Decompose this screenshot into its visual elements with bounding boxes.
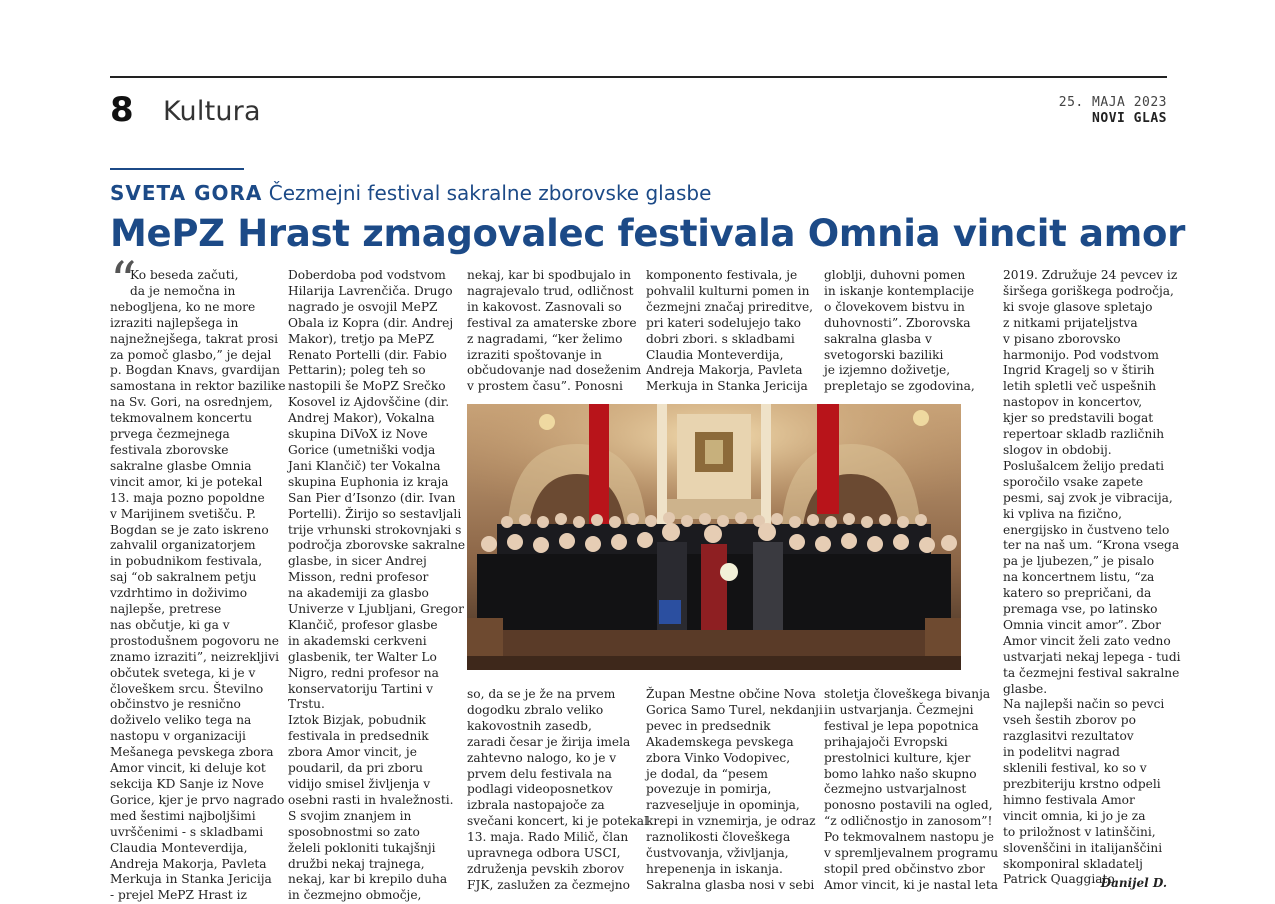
text-line: želeli pokloniti tukajšnji bbox=[288, 840, 436, 855]
text-line: zahtevno nalogo, ko je v bbox=[467, 750, 617, 765]
kicker-rule bbox=[110, 168, 244, 170]
text-line: pa je ljubezen,” je pisalo bbox=[1003, 554, 1155, 569]
text-line: vidijo smisel življenja v bbox=[288, 777, 431, 791]
text-line: in akademski cerkveni bbox=[288, 633, 427, 648]
text-line: Kosovel iz Ajdovščine (dir. bbox=[288, 395, 450, 410]
text-line: ki vpliva na fizično, bbox=[1003, 506, 1122, 521]
text-line: in podelitvi nagrad bbox=[1003, 745, 1120, 760]
text-line: saj “ob sakralnem petju bbox=[110, 570, 257, 585]
text-line: sklenili festival, ko so v bbox=[1003, 761, 1147, 776]
text-line: na koncertnem listu, “za bbox=[1003, 570, 1155, 585]
text-line: pesmi, saj zvok je vibracija, bbox=[1003, 490, 1173, 505]
kicker bbox=[110, 180, 711, 206]
text-line: znamo izraziti”, neizreklјivi bbox=[110, 649, 279, 664]
issue-date: 25. MAJA 2023 bbox=[1058, 95, 1167, 110]
text-line: skupina Euphonia iz kraja bbox=[288, 474, 449, 489]
text-line: in ustvarjanja. Čezmejni bbox=[824, 702, 974, 717]
text-line: sakralna glasba v bbox=[824, 331, 932, 346]
text-line: hrepenenja in iskanja. bbox=[646, 861, 783, 876]
text-line: sporočilo vsake zapete bbox=[1003, 474, 1144, 489]
text-line: povezuje in pomirja, bbox=[646, 782, 772, 797]
text-line: slovenščini in italijanščini bbox=[1003, 840, 1163, 855]
article-column-5-bottom bbox=[824, 687, 998, 894]
text-line: Merkuja in Stanka Jericija bbox=[646, 379, 808, 394]
text-line: festival za amaterske zbore bbox=[467, 315, 637, 330]
text-line: na Sv. Gori, na osrednjem, bbox=[110, 395, 273, 410]
text-line: svetogorski baziliki bbox=[824, 347, 944, 362]
text-line: med šestimi najboljšimi bbox=[110, 808, 256, 823]
kicker-place: SVETA GORA bbox=[110, 181, 263, 205]
text-line: in kakovost. Zasnovali so bbox=[467, 299, 622, 314]
text-line: Claudia Monteverdija, bbox=[110, 840, 248, 855]
text-line: je izjemno doživetje, bbox=[824, 363, 951, 378]
text-line: prvem delu festivala na bbox=[467, 766, 612, 781]
text-line: ustvarjati nekaj lepega - tudi bbox=[1003, 649, 1181, 664]
text-line: čustvovanja, vživljanja, bbox=[646, 846, 789, 861]
section-title: Kultura bbox=[163, 96, 261, 127]
text-line: da je nemočna in bbox=[130, 283, 236, 298]
text-line: nebogljena, ko ne more bbox=[110, 299, 256, 314]
text-line: samostana in rektor bazilike bbox=[110, 379, 286, 394]
text-line: harmonijo. Pod vodstvom bbox=[1003, 347, 1159, 362]
text-line: energijsko in čustveno telo bbox=[1003, 522, 1170, 537]
text-line: Merkuja in Stanka Jericija bbox=[110, 872, 272, 887]
text-line: kakovostnih zasedb, bbox=[467, 718, 592, 733]
text-line: za pomoč glasbo,” je dejal bbox=[110, 347, 272, 362]
text-line: vincit omnia, ki jo je za bbox=[1003, 808, 1146, 823]
text-line: skomponiral skladatelj bbox=[1003, 856, 1143, 871]
text-line: Na najlepši način so pevci bbox=[1003, 697, 1165, 712]
text-line: vincit amor, ki je potekal bbox=[110, 474, 263, 489]
text-line: Ko beseda začuti, bbox=[130, 268, 239, 282]
text-line: Gorice, kjer je prvo nagrado bbox=[110, 792, 285, 807]
text-line: globlji, duhovni pomen bbox=[824, 268, 966, 282]
text-line: Amor vincit, ki je nastal leta bbox=[824, 877, 998, 892]
text-line: prostodušnem pogovoru ne bbox=[110, 633, 279, 648]
text-line: z nitkami prijateljstva bbox=[1003, 315, 1138, 330]
text-line: Hilarija Lavrenčiča. Drugo bbox=[288, 283, 453, 298]
article-column-4-top bbox=[646, 268, 813, 395]
text-line: - prejel MePZ Hrast iz bbox=[110, 888, 247, 903]
text-line: Nigro, redni profesor na bbox=[288, 665, 439, 680]
text-line: v Marijinem svetišču. P. bbox=[110, 506, 256, 521]
text-line: doživelo veliko tega na bbox=[110, 713, 252, 728]
text-line: Andreja Makorja, Pavleta bbox=[646, 363, 803, 378]
text-line: Trstu. bbox=[288, 697, 325, 712]
text-line: je dodal, da “pesem bbox=[646, 766, 768, 781]
text-line: Claudia Monteverdija, bbox=[646, 347, 784, 362]
text-line: Misson, redni profesor bbox=[288, 570, 429, 585]
text-line: upravnega odbora USCI, bbox=[467, 846, 621, 861]
text-line: v spremljevalnem programu bbox=[824, 846, 999, 861]
article-column-3-bottom bbox=[467, 687, 648, 894]
text-line: to priložnost v latinščini, bbox=[1003, 824, 1156, 839]
text-line: najnežnejšega, takrat prosi bbox=[110, 331, 279, 346]
article-column-6 bbox=[1003, 268, 1181, 888]
text-line: FJK, zaslužen za čezmejno bbox=[467, 877, 630, 892]
article-column-5-top bbox=[824, 268, 975, 395]
text-line: zahvalil organizatorjem bbox=[110, 538, 256, 553]
text-line: prestolnici kulture, kjer bbox=[824, 750, 971, 765]
text-line: trije vrhunski strokovnjaki s bbox=[288, 522, 462, 537]
text-line: skupina DiVoX iz Nove bbox=[288, 427, 428, 442]
text-line: dobri zbori. s skladbami bbox=[646, 331, 795, 346]
text-line: katero so prepričani, da bbox=[1003, 586, 1152, 601]
text-line: v pisano zborovsko bbox=[1003, 331, 1121, 346]
text-line: ponosno postavili na ogled, bbox=[824, 798, 993, 813]
text-line: duhovnosti”. Zborovska bbox=[824, 315, 971, 330]
text-line: komponento festivala, je bbox=[646, 268, 798, 282]
byline: Danijel D. bbox=[1100, 876, 1167, 890]
text-line: repertoar skladb različnih bbox=[1003, 427, 1165, 442]
text-line: nagrajevalo trud, odličnost bbox=[467, 283, 634, 298]
newspaper-name: NOVI GLAS bbox=[1092, 111, 1167, 126]
text-line: osebni rasti in hvaležnosti. bbox=[288, 792, 454, 807]
text-line: zaradi česar je žirija imela bbox=[467, 734, 631, 749]
text-line: 13. maja. Rado Milič, član bbox=[467, 830, 629, 845]
text-line: tekmovalnem koncertu bbox=[110, 411, 253, 426]
text-line: sekcija KD Sanje iz Nove bbox=[110, 777, 264, 791]
text-line: in čezmejno območje, bbox=[288, 888, 422, 903]
text-line: premaga vse, po latinsko bbox=[1003, 602, 1158, 617]
text-line: izbrala nastopajoče za bbox=[467, 798, 605, 813]
article-column-1 bbox=[110, 268, 286, 904]
text-line: Portelli). Žirijo so sestavljali bbox=[288, 506, 462, 521]
text-line: kjer so predstavili bogat bbox=[1003, 411, 1154, 426]
choir-photo bbox=[467, 404, 961, 670]
text-line: nastopov in koncertov, bbox=[1003, 395, 1143, 410]
text-line: ter na naš um. “Krona vsega bbox=[1003, 538, 1180, 553]
text-line: sakralne glasbe Omnia bbox=[110, 458, 252, 473]
text-line: nekaj, kar bi spodbujalo in bbox=[467, 268, 631, 282]
text-line: občinstvo je resnično bbox=[110, 697, 241, 712]
opening-quote-mark: “ bbox=[110, 252, 137, 312]
article-column-3-top bbox=[467, 268, 641, 395]
text-line: glasbe. bbox=[1003, 681, 1048, 696]
text-line: festival je lepa popotnica bbox=[824, 718, 979, 733]
text-line: 2019. Združuje 24 pevcev iz bbox=[1003, 268, 1178, 282]
text-line: Bogdan se je zato iskreno bbox=[110, 522, 269, 537]
text-line: pri kateri sodelujejo tako bbox=[646, 315, 801, 330]
text-line: Univerze v Ljubljani, Gregor bbox=[288, 602, 464, 617]
text-line: nastopili še MoPZ Srečko bbox=[288, 379, 446, 394]
text-line: Klančič, profesor glasbe bbox=[288, 617, 438, 632]
text-line: p. Bogdan Knavs, gvardijan bbox=[110, 363, 280, 378]
text-line: Pettarin); poleg teh so bbox=[288, 363, 426, 378]
text-line: podlagi videoposnetkov bbox=[467, 782, 613, 797]
text-line: poudaril, da pri zboru bbox=[288, 761, 424, 776]
text-line: dogodku zbralo veliko bbox=[467, 702, 604, 717]
text-line: Jani Klančič) ter Vokalna bbox=[288, 458, 441, 473]
text-line: nastopu v organizaciji bbox=[110, 729, 246, 744]
text-line: bomo lahko našo skupno bbox=[824, 766, 977, 781]
text-line: prihajajoči Evropski bbox=[824, 734, 948, 749]
text-line: himno festivala Amor bbox=[1003, 792, 1135, 807]
text-line: festivala in predsednik bbox=[288, 729, 429, 744]
text-line: razglasitvi rezultatov bbox=[1003, 729, 1134, 744]
text-line: razveseljuje in opominja, bbox=[646, 798, 800, 813]
article-column-4-bottom bbox=[646, 687, 823, 894]
text-line: najlepše, pretrese bbox=[110, 602, 222, 617]
text-line: 13. maja pozno popoldne bbox=[110, 490, 265, 505]
text-line: z nagradami, “ker želimo bbox=[467, 331, 623, 346]
text-line: so, da se je že na prvem bbox=[467, 687, 616, 701]
text-line: čezmejni značaj prireditve, bbox=[646, 299, 814, 314]
article-column-2 bbox=[288, 268, 465, 904]
text-line: ki svoje glasove spletajo bbox=[1003, 299, 1153, 314]
headline: MePZ Hrast zmagovalec festivala Omnia vincit amor bbox=[110, 212, 1186, 255]
text-line: konservatoriju Tartini v bbox=[288, 681, 434, 696]
text-line: stoletja človeškega bivanja bbox=[824, 687, 991, 701]
text-line: glasbenik, ter Walter Lo bbox=[288, 649, 437, 664]
text-line: uvrščenimi - s skladbami bbox=[110, 824, 264, 839]
text-line: Mešanega pevskega zbora bbox=[110, 745, 274, 760]
page-number: 8 bbox=[110, 90, 134, 130]
text-line: Renato Portelli (dir. Fabio bbox=[288, 347, 447, 362]
header-rule bbox=[110, 76, 1167, 78]
text-line: na akademiji za glasbo bbox=[288, 586, 429, 601]
text-line: Gorica Samo Turel, nekdanji bbox=[646, 702, 823, 717]
text-line: čezmejno ustvarjalnost bbox=[824, 782, 967, 797]
text-line: letih spletli več uspešnih bbox=[1003, 379, 1157, 394]
text-line: družbi nekaj trajnega, bbox=[288, 856, 425, 871]
text-line: ta čezmejni festival sakralne bbox=[1003, 665, 1180, 680]
text-line: Doberdoba pod vodstvom bbox=[288, 268, 446, 282]
text-line: Iztok Bizjak, pobudnik bbox=[288, 713, 426, 728]
text-line: pevec in predsednik bbox=[646, 718, 771, 733]
text-line: Patrick Quaggiato. bbox=[1003, 872, 1119, 887]
text-line: San Pier d’Isonzo (dir. Ivan bbox=[288, 490, 456, 505]
text-line: Obala iz Kopra (dir. Andrej bbox=[288, 315, 454, 330]
text-line: izraziti najlepšega in bbox=[110, 315, 239, 330]
text-line: slogov in obdobij. bbox=[1003, 442, 1112, 457]
text-line: področja zborovske sakralne bbox=[288, 538, 466, 553]
text-line: raznolikosti človeškega bbox=[646, 830, 791, 845]
text-line: Poslušalcem želijo predati bbox=[1003, 458, 1165, 473]
text-line: sposobnostmi so zato bbox=[288, 824, 420, 839]
text-line: o človekovem bistvu in bbox=[824, 299, 965, 314]
text-line: združenja pevskih zborov bbox=[467, 861, 625, 876]
text-line: Ingrid Kragelj so v štirih bbox=[1003, 363, 1155, 378]
text-line: krepi in vznemirja, je odraz bbox=[646, 814, 816, 829]
text-line: prezbiteriju krstno odpeli bbox=[1003, 777, 1161, 791]
text-line: Amor vincit želi zato vedno bbox=[1003, 633, 1171, 648]
text-line: Makor), tretjo pa MePZ bbox=[288, 331, 434, 346]
text-line: vzdrhtimo in doživimo bbox=[110, 586, 248, 601]
text-line: Po tekmovalnem nastopu je bbox=[824, 830, 994, 845]
text-line: nekaj, kar bi krepilo duha bbox=[288, 872, 448, 887]
text-line: svečani koncert, ki je potekal bbox=[467, 814, 648, 829]
text-line: občutek svetega, ki je v bbox=[110, 665, 256, 680]
text-line: vseh šestih zborov po bbox=[1003, 713, 1136, 728]
kicker-topic: Čezmejni festival sakralne zborovske glasbe bbox=[268, 181, 712, 205]
text-line: Andrej Makor), Vokalna bbox=[288, 411, 435, 426]
text-line: nas občutje, ki ga v bbox=[110, 617, 230, 632]
text-line: Omnia vincit amor”. Zbor bbox=[1003, 617, 1161, 632]
text-line: Amor vincit, ki deluje kot bbox=[110, 761, 266, 776]
text-line: zbora Amor vincit, je bbox=[288, 745, 417, 760]
text-line: Sakralna glasba nosi v sebi bbox=[646, 877, 815, 892]
text-line: v prostem času”. Ponosni bbox=[467, 379, 623, 394]
text-line: nagrado je osvojil MePZ bbox=[288, 299, 438, 314]
text-line: stopil pred občinstvo zbor bbox=[824, 861, 985, 876]
text-line: prvega čezmejnega bbox=[110, 427, 230, 442]
text-line: in pobudnikom festivala, bbox=[110, 554, 263, 569]
text-line: in iskanje kontemplacije bbox=[824, 283, 975, 298]
text-line: prepletajo se zgodovina, bbox=[824, 379, 975, 394]
text-line: Andreja Makorja, Pavleta bbox=[110, 856, 267, 871]
text-line: Župan Mestne občine Nova bbox=[646, 687, 816, 701]
text-line: Akademskega pevskega bbox=[646, 734, 794, 749]
text-line: festivala zborovske bbox=[110, 442, 229, 457]
text-line: izraziti spoštovanje in bbox=[467, 347, 602, 362]
text-line: človeškem srcu. Številno bbox=[110, 681, 264, 696]
text-line: “z odličnostjo in zanosom”! bbox=[824, 814, 993, 829]
text-line: glasbe, in sicer Andrej bbox=[288, 554, 427, 569]
text-line: zbora Vinko Vodopivec, bbox=[646, 750, 791, 765]
text-line: Gorice (umetniški vodja bbox=[288, 442, 436, 457]
text-line: širšega goriškega področja, bbox=[1003, 283, 1174, 298]
text-line: S svojim znanjem in bbox=[288, 808, 412, 823]
text-line: občudovanje nad doseženim bbox=[467, 363, 642, 378]
text-line: pohvalil kulturni pomen in bbox=[646, 283, 810, 298]
